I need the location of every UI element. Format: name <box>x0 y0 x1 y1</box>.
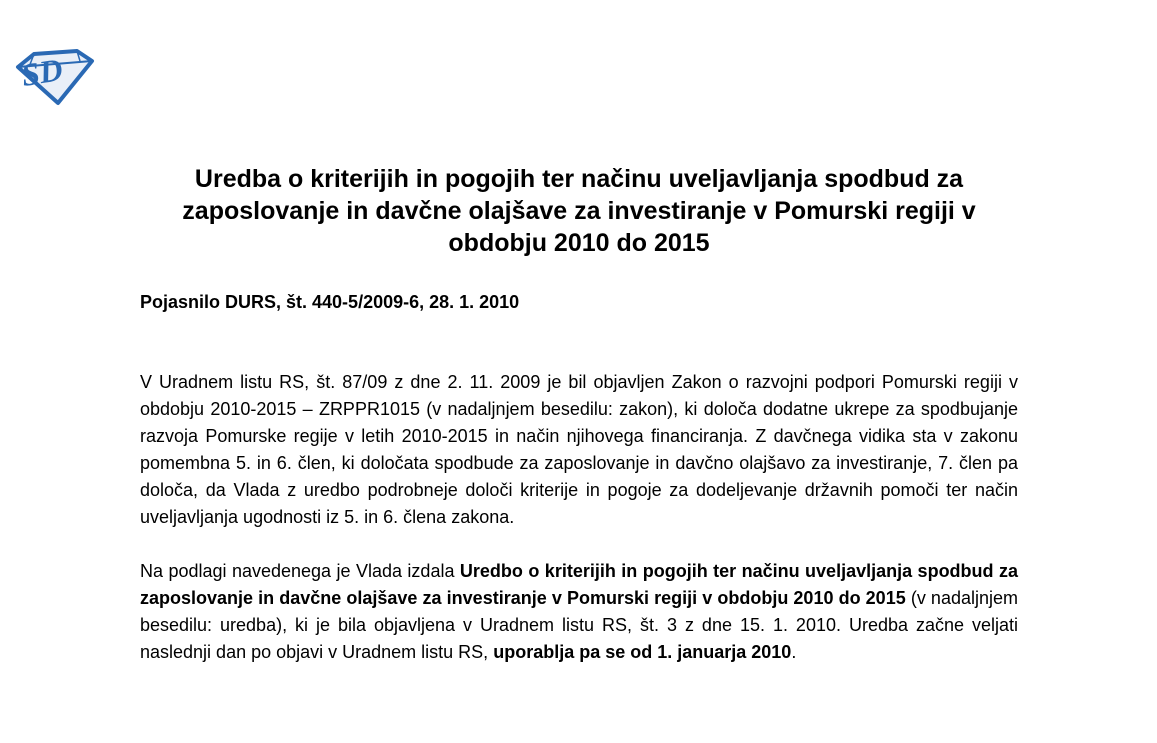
document-title: Uredba o kriterijih in pogojih ter načinu uveljavljanja spodbud za zaposlovanje in davčne olajšave za investiranje v Pomurski regiji v obdobju 2010 do 2015 <box>182 165 976 257</box>
sd-diamond-icon <box>14 48 96 106</box>
paragraph <box>140 369 1018 531</box>
paragraph-segment-bold: uporablja pa se od 1. januarja 2010 <box>493 642 792 662</box>
paragraph-segment-bold: Uredbo o kriterijih in pogojih ter načinu uveljavljanja spodbud za zaposlovanje in davčne olajšave za investiranje v Pomurski regiji v obdobju 2010 do 2015 <box>140 561 1018 608</box>
sd-logo <box>14 48 96 106</box>
paragraph <box>140 558 1018 666</box>
paragraph-segment: Na podlagi navedenega je Vlada izdala <box>140 561 460 581</box>
sd-logo-letters: SD <box>18 51 65 93</box>
paragraph-segment: (v nadaljnjem besedilu: uredba), ki je bila objavljena v Uradnem listu RS, št. 3 z dne 15. 1. 2010. Uredba začne veljati naslednji dan po objavi v Uradnem listu RS, <box>140 588 1018 662</box>
document-content <box>140 0 1018 666</box>
body-paragraphs <box>140 369 1018 666</box>
document-subtitle: Pojasnilo DURS, št. 440-5/2009-6, 28. 1. 2010 <box>140 292 520 312</box>
paragraph-segment: V Uradnem listu RS, št. 87/09 z dne 2. 11. 2009 je bil objavljen Zakon o razvojni podpori Pomurski regiji v obdobju 2010-2015 – ZRPPR1015 (v nadaljnjem besedilu: zakon), ki določa dodatne ukrepe za spodbujanje razvoja Pomurske regije v letih 2010-2015 in način njihovega financiranja. Z davčnega vidika sta v zakonu pomembna 5. in 6. člen, ki določata spodbude za zaposlovanje in davčno olajšavo za investiranje, 7. člen pa določa, da Vlada z uredbo podrobneje določi kriterije in pogoje za dodeljevanje državnih pomoči ter način uveljavljanja ugodnosti iz 5. in 6. člena zakona. <box>140 372 1018 527</box>
paragraph-segment: . <box>791 642 797 662</box>
